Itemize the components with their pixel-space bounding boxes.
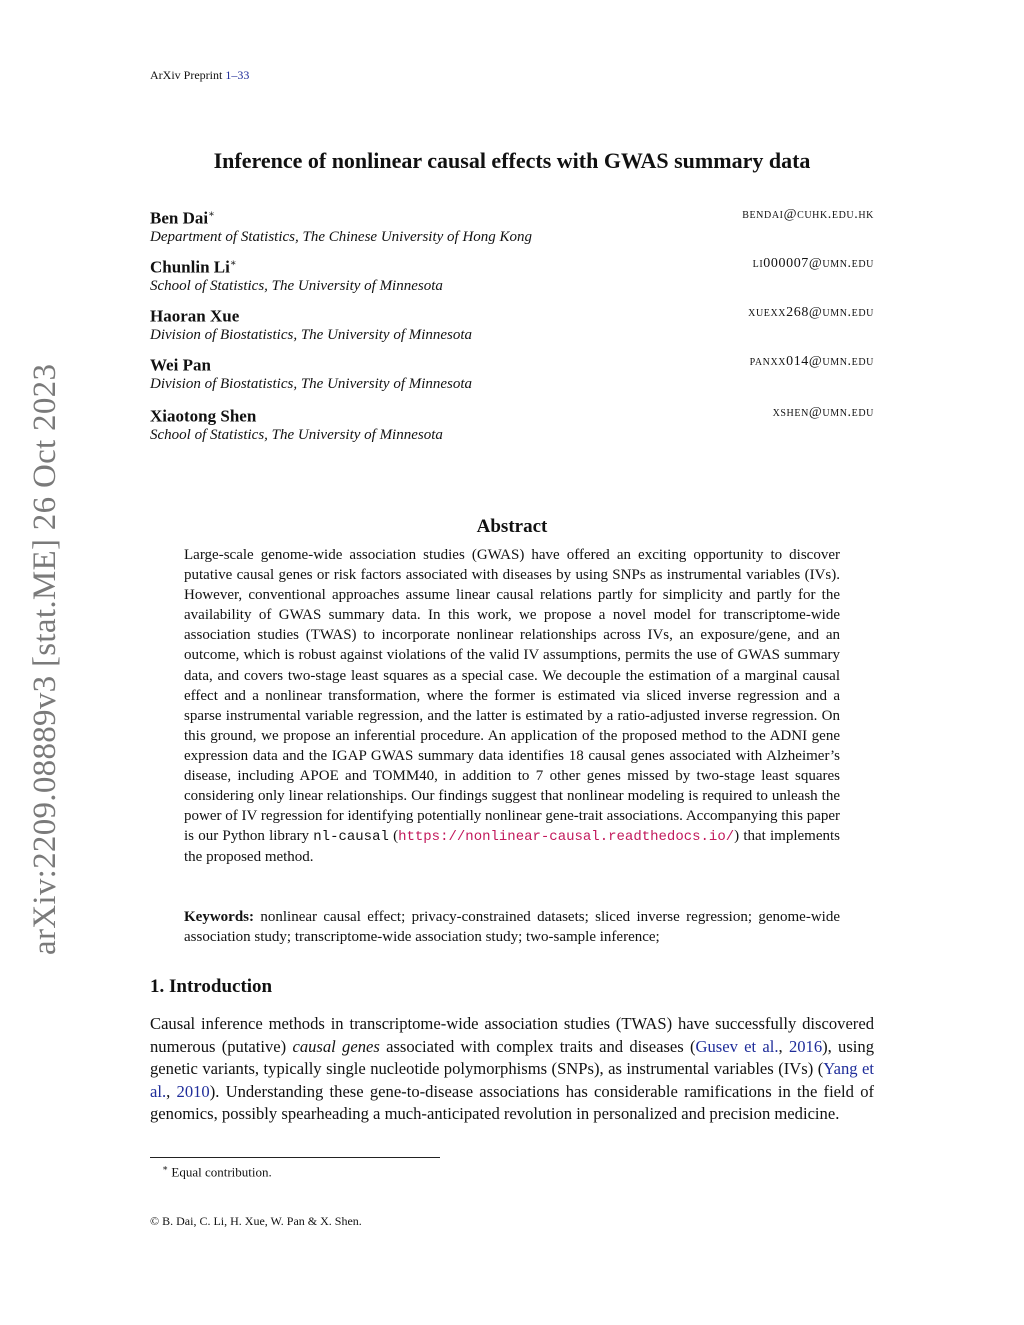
author-name: Xiaotong Shen [150,406,257,426]
keywords-text: nonlinear causal effect; privacy-constrained datasets; sliced inverse regression; genome-wide association study; transcriptome-wide association study; two-sample inference; [184,909,840,946]
author-block [150,252,874,296]
introduction-paragraph: Causal inference methods in transcriptome-wide association studies (TWAS) have successfully discovered numerous (putative) causal genes associated with complex traits and diseases (Gusev et al., 2016), using genetic variants, typically single nucleotide polymorphisms (SNPs), as instrumental variables (IVs) (Yang et al., 2010). Understanding these gene-to-disease associations has considerable ramifications in the field of genomics, possibly spearheading a much-anticipated revolution in personalized and precision medicine. [150,1014,875,1124]
author-email[interactable]: xuexx268@umn.edu [748,305,874,320]
author-affiliation: School of Statistics, The University of Minnesota [150,278,443,294]
author-affiliation: Division of Biostatistics, The University of Minnesota [150,376,473,392]
author-name: Chunlin Li∗ [150,257,237,277]
author-block [150,301,874,345]
copyright-line: © B. Dai, C. Li, H. Xue, W. Pan & X. Shen. [150,1214,362,1228]
footnote-rule [150,1157,440,1158]
author-email[interactable]: li000007@umn.edu [752,256,874,271]
abstract-heading: Abstract [476,516,548,537]
footnote: ∗ Equal contribution. [162,1163,272,1180]
section-heading-introduction: 1. Introduction [150,976,273,997]
citation-year-link[interactable]: 2016 [788,1036,823,1056]
author-email[interactable]: bendai@cuhk.edu.hk [742,207,874,222]
emphasis-causal-genes: causal genes [292,1036,380,1056]
author-email[interactable]: panxx014@umn.edu [749,354,874,369]
author-block [150,350,874,394]
author-block [150,401,874,445]
author-name: Wei Pan [150,355,211,375]
paper-title: Inference of nonlinear causal effects with GWAS summary data [213,148,811,173]
author-email[interactable]: xshen@umn.edu [772,405,874,420]
header-page-range-link[interactable]: 1–33 [225,68,250,82]
docs-url-link[interactable]: https://nonlinear-causal.readthedocs.io/ [398,829,735,846]
citation-year-link[interactable]: 2010 [176,1081,210,1101]
keywords-label: Keywords: [184,909,254,925]
header-prefix: ArXiv Preprint [150,68,226,82]
author-block [150,203,874,247]
author-affiliation: Department of Statistics, The Chinese University of Hong Kong [150,229,533,245]
abstract-body: Large-scale genome-wide association studies (GWAS) have offered an exciting opportunity to discover putative causal genes or risk factors associated with diseases by using SNPs as instrumental variables (IVs). However, conventional approaches assume linear causal relations partly for simplicity and partly for the availability of GWAS summary data. In this work, we propose a novel model for transcriptome-wide association studies (TWAS) to incorporate nonlinear relationships across IVs, an exposure/gene, and an outcome, which is robust against violations of the valid IV assumptions, permits the use of GWAS summary data, and covers two-stage least squares as a special case. We decouple the estimation of a marginal causal effect and a nonlinear transformation, where the former is estimated via sliced inverse regression and a sparse instrumental variable regression, and the latter is estimated by a ratio-adjusted inverse regression. On this ground, we propose an inferential procedure. An application of the proposed method to the ADNI gene expression data and the IGAP GWAS summary data identifies 18 causal genes associated with Alzheimer’s disease, including APOE and TOMM40, in addition to 7 other genes missed by two-stage least squares considering only linear relationships. Our findings suggest that nonlinear modeling is required to unleash the power of IV regression for identifying potentially nonlinear gene-trait associations. Accompanying this paper is our Python library nl-causal (https://nonlinear-causal.readthedocs.io/) that implements the proposed method. [184,547,840,866]
citation-link[interactable]: Yang et al. [150,1059,875,1101]
arxiv-side-stamp: arXiv:2209.08889v3 [stat.ME] 26 Oct 2023 [27,363,63,955]
author-affiliation: Division of Biostatistics, The University of Minnesota [150,327,473,343]
author-name: Haoran Xue [150,306,240,326]
package-name: nl-causal [313,829,389,846]
citation-link[interactable]: Gusev et al. [695,1036,779,1056]
author-affiliation: School of Statistics, The University of Minnesota [150,427,443,443]
author-name: Ben Dai∗ [150,208,215,228]
running-header [150,68,249,83]
keywords [184,907,840,947]
